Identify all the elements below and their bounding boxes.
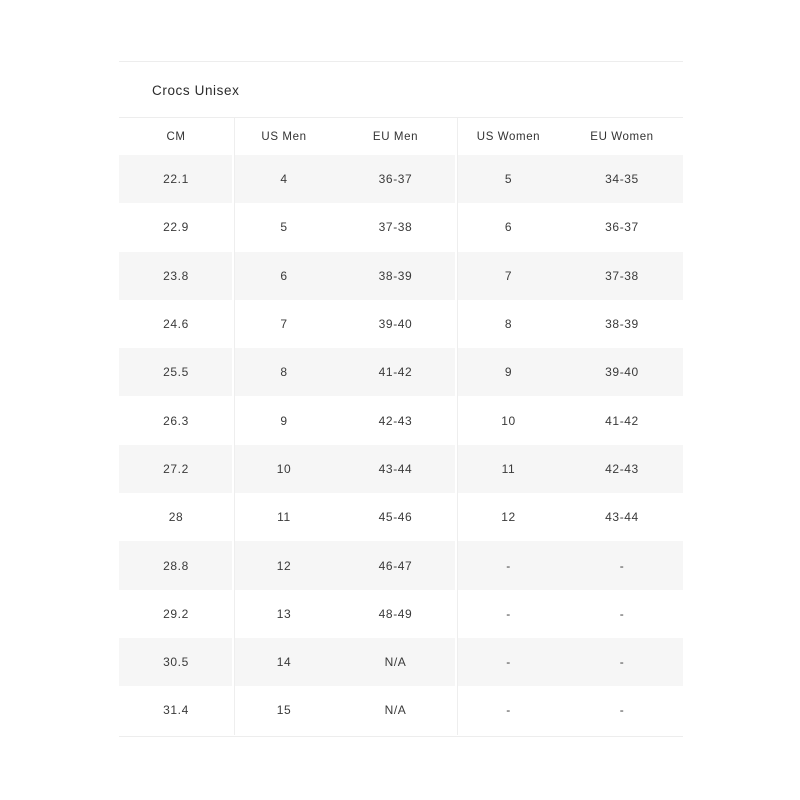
table-row xyxy=(119,445,683,493)
cell-cm: 31.4 xyxy=(163,703,189,718)
cell-cm: 22.1 xyxy=(163,172,189,187)
cell-eu-men: 41-42 xyxy=(378,365,413,380)
table-row xyxy=(119,155,683,203)
column-divider xyxy=(234,118,235,735)
size-chart-card xyxy=(119,61,683,737)
cell-cm: 30.5 xyxy=(163,655,189,670)
cell-us-men: 7 xyxy=(280,317,288,332)
cell-us-men: 9 xyxy=(280,413,288,428)
cell-eu-women: 38-39 xyxy=(605,317,639,332)
cell-eu-men: 46-47 xyxy=(378,558,413,573)
cell-cm: 28.8 xyxy=(163,558,189,573)
cell-us-men: 11 xyxy=(277,510,291,525)
cell-eu-men: 36-37 xyxy=(378,172,413,187)
table-row xyxy=(119,590,683,638)
cell-us-women: - xyxy=(506,703,511,718)
cell-cm: 29.2 xyxy=(163,606,189,621)
cell-eu-men: 45-46 xyxy=(378,510,413,525)
cell-us-men: 10 xyxy=(276,461,292,476)
cell-cm: 22.9 xyxy=(163,220,189,235)
cell-eu-women: - xyxy=(619,655,625,670)
cell-eu-women: - xyxy=(619,606,625,621)
cell-eu-men: 37-38 xyxy=(378,220,413,235)
cell-eu-women: 34-35 xyxy=(605,172,639,187)
cell-eu-men: 42-43 xyxy=(378,413,413,428)
cell-cm: 26.3 xyxy=(163,413,189,428)
table-row xyxy=(119,541,683,589)
cell-us-women: 6 xyxy=(504,220,513,235)
table-row xyxy=(119,396,683,444)
table-row xyxy=(119,638,683,686)
table-row xyxy=(119,348,683,396)
column-divider xyxy=(457,118,458,735)
cell-us-men: 15 xyxy=(276,703,292,718)
cell-us-men: 12 xyxy=(276,558,292,573)
cell-eu-men: 38-39 xyxy=(378,268,413,283)
cell-us-men: 14 xyxy=(276,655,292,670)
size-table xyxy=(119,118,683,735)
cell-cm: 23.8 xyxy=(163,268,189,283)
cell-eu-women: 41-42 xyxy=(605,413,639,428)
cell-us-men: 6 xyxy=(280,268,288,283)
cell-us-women: 9 xyxy=(504,365,513,380)
cell-us-women: - xyxy=(506,655,511,670)
cell-cm: 28 xyxy=(168,510,184,525)
header-eu-women: EU Women xyxy=(590,130,654,143)
table-body xyxy=(119,155,683,735)
cell-us-women: 10 xyxy=(501,413,516,428)
cell-us-women: - xyxy=(506,558,511,573)
table-row xyxy=(119,203,683,251)
header-us-men: US Men xyxy=(261,130,307,143)
cell-us-men: 13 xyxy=(276,606,292,621)
table-row xyxy=(119,252,683,300)
cell-us-women: 8 xyxy=(504,317,513,332)
table-row xyxy=(119,686,683,734)
cell-eu-women: 36-37 xyxy=(605,220,639,235)
cell-us-men: 4 xyxy=(280,172,288,187)
cell-cm: 25.5 xyxy=(163,365,189,380)
cell-eu-men: 48-49 xyxy=(378,606,413,621)
cell-eu-women: 43-44 xyxy=(605,510,639,525)
cell-eu-women: 37-38 xyxy=(605,268,639,283)
cell-eu-women: - xyxy=(619,558,625,573)
cell-us-women: - xyxy=(506,606,511,621)
cell-cm: 27.2 xyxy=(163,461,189,476)
cell-eu-men: 39-40 xyxy=(378,317,413,332)
cell-eu-women: - xyxy=(619,703,625,718)
header-eu-men: EU Men xyxy=(372,130,419,143)
cell-eu-men: N/A xyxy=(384,703,407,718)
cell-us-men: 8 xyxy=(280,365,288,380)
cell-us-women: 12 xyxy=(501,510,516,525)
cell-us-women: 11 xyxy=(501,461,516,476)
header-cm: CM xyxy=(166,130,186,143)
table-header-row xyxy=(119,118,683,155)
cell-eu-women: 42-43 xyxy=(605,461,639,476)
cell-eu-women: 39-40 xyxy=(605,365,639,380)
table-row xyxy=(119,300,683,348)
table-title: Crocs Unisex xyxy=(119,62,683,118)
cell-us-women: 5 xyxy=(504,172,513,187)
cell-eu-men: N/A xyxy=(384,655,407,670)
cell-eu-men: 43-44 xyxy=(378,461,413,476)
cell-us-men: 5 xyxy=(280,220,288,235)
header-us-women: US Women xyxy=(476,130,541,143)
table-row xyxy=(119,493,683,541)
cell-us-women: 7 xyxy=(504,268,513,283)
cell-cm: 24.6 xyxy=(163,317,189,332)
